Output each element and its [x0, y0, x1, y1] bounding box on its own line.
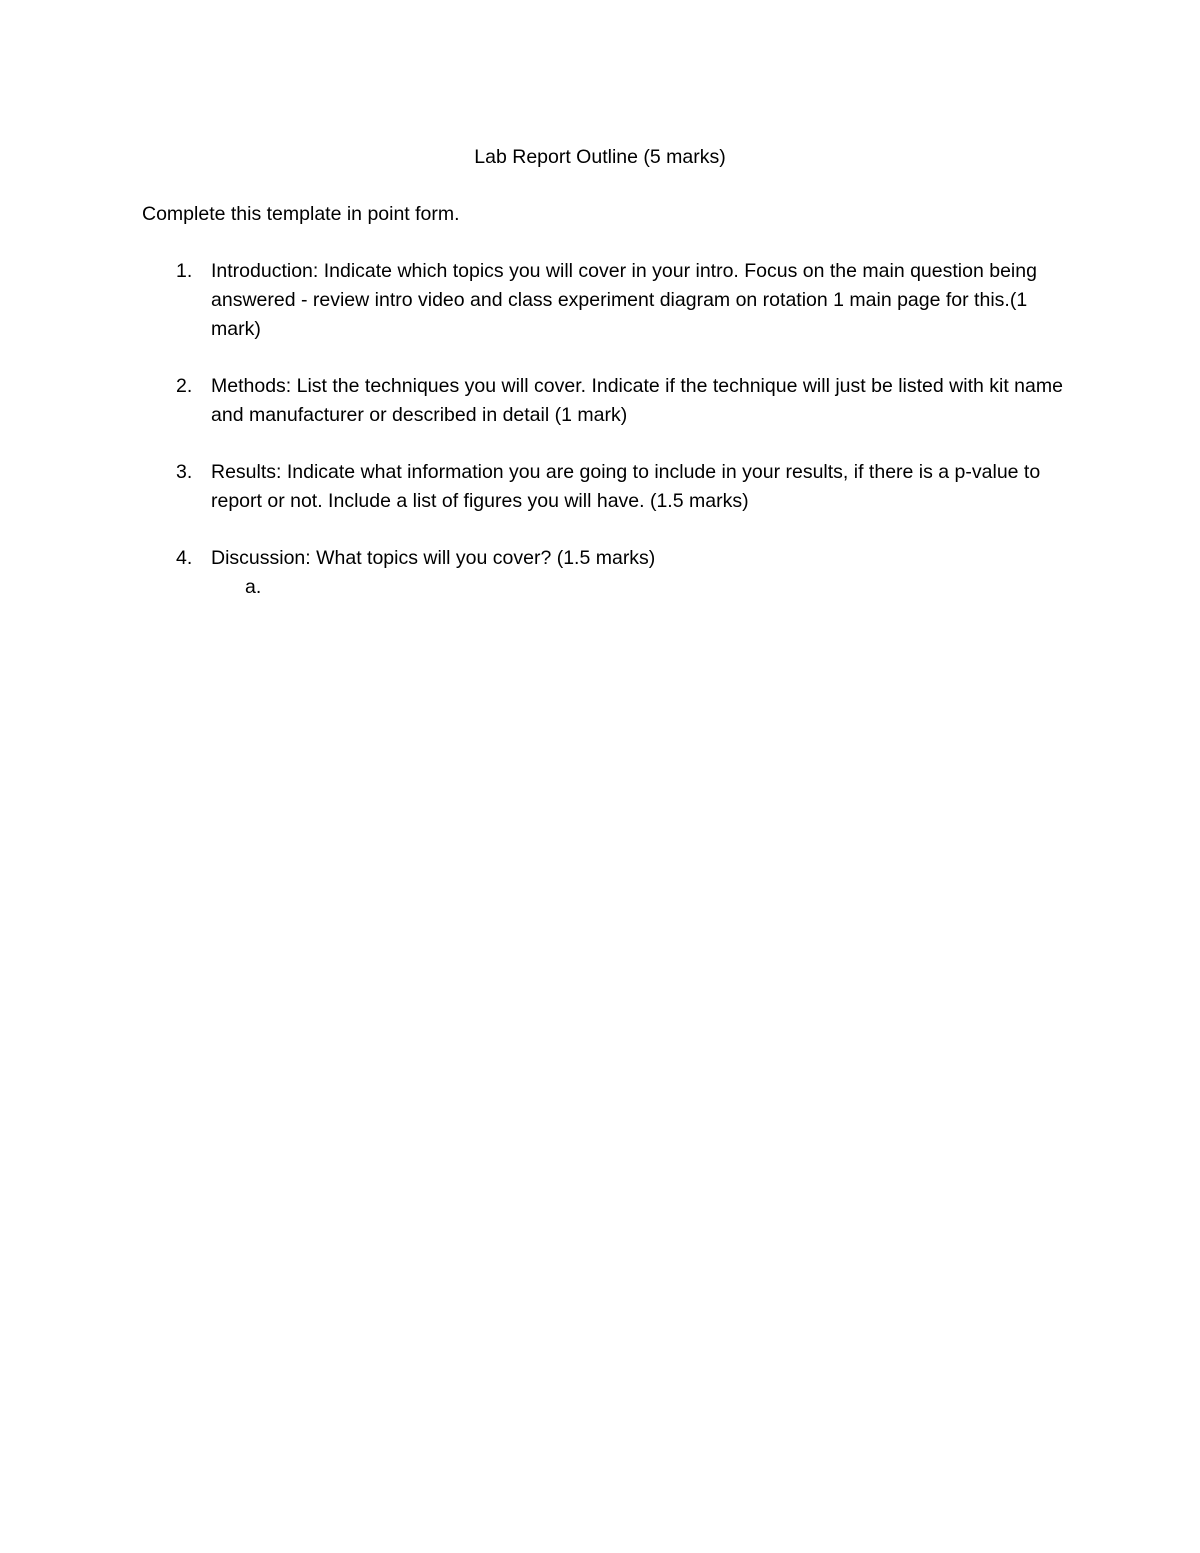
list-item-number: 1. — [176, 260, 193, 282]
list-item-text: Results: Indicate what information you are going to include in your results, if there is a p-value to report or not. Include a list of figures you will have. (1.5 marks) — [211, 461, 1041, 512]
list-item-text: Methods: List the techniques you will cover. Indicate if the technique will just be listed with kit name and manufacturer or described in detail (1 mark) — [211, 375, 1063, 426]
list-item-number: 4. — [176, 547, 193, 569]
document-title: Lab Report Outline (5 marks) — [474, 146, 726, 168]
list-item-text: Introduction: Indicate which topics you will cover in your intro. Focus on the main question being answered - review intro video and class experiment diagram on rotation 1 main page for this.(1 mark) — [211, 260, 1037, 340]
outline-list — [142, 257, 1072, 630]
sub-list-item — [211, 573, 1072, 602]
list-item-discussion — [142, 544, 1072, 602]
list-item-methods — [142, 372, 1072, 430]
list-item-text: Discussion: What topics will you cover? (1.5 marks) — [211, 547, 656, 569]
sub-list-marker: a. — [245, 576, 262, 598]
list-item-number: 3. — [176, 461, 193, 483]
list-item-number: 2. — [176, 375, 193, 397]
list-item-results — [142, 458, 1072, 516]
instruction-text: Complete this template in point form. — [142, 203, 460, 225]
list-item-introduction — [142, 257, 1072, 344]
